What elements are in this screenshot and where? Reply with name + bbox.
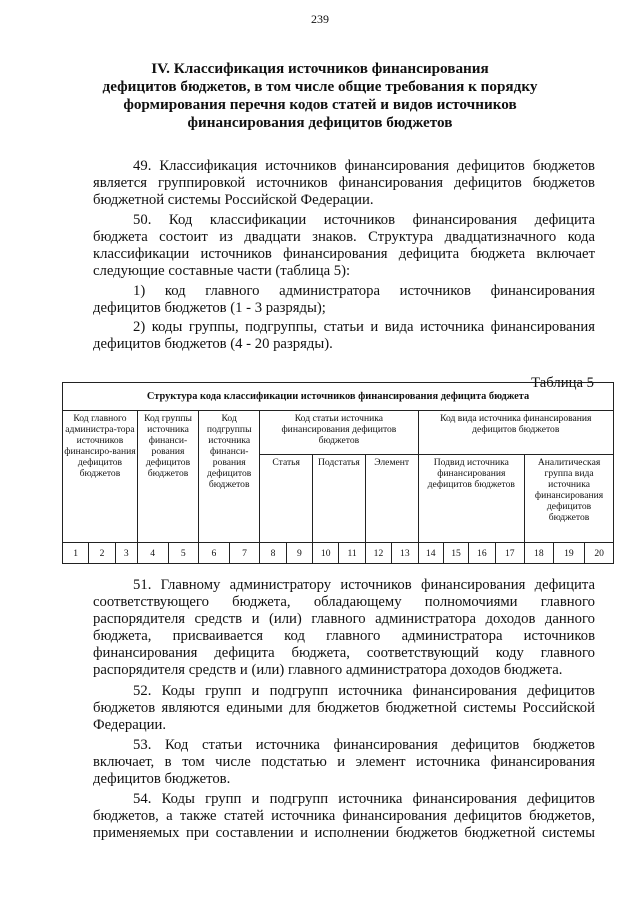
paragraph-49 <box>93 158 595 209</box>
text-line: дефицитов бюджетов (1 - 3 разряды); <box>93 300 326 316</box>
digit-cell: 6 <box>199 543 230 564</box>
header-element: Элемент <box>365 455 418 543</box>
paragraph-53 <box>93 737 595 788</box>
text-line: дефицитов бюджетов (4 - 20 разряды). <box>93 336 333 352</box>
text-line: финансирования дефицита бюджета, соответствующий коду главного <box>93 645 595 661</box>
paragraph-52 <box>93 683 595 734</box>
text-line: распорядителя средств и (или) главного администратора доходов данного <box>93 611 595 627</box>
digit-cell: 7 <box>229 543 260 564</box>
text-line: включает, в том числе подстатью и элемент источника финансирования <box>93 754 595 770</box>
text-line: 53. Код статьи источника финансирования дефицитов бюджетов <box>133 737 595 753</box>
digit-cell: 19 <box>553 543 585 564</box>
text-line: бюджетов, а также статей источника финансирования дефицитов бюджетов, <box>93 808 595 824</box>
digit-cell: 9 <box>286 543 312 564</box>
list-item-1 <box>93 283 595 317</box>
text-line: бюджета состоит из двадцати знаков. Структура двадцатизначного кода <box>93 229 595 245</box>
text-line: 52. Коды групп и подгрупп источника финансирования дефицитов <box>133 683 595 699</box>
heading-line: IV. Классификация источников финансирования <box>151 60 489 77</box>
digit-cell: 16 <box>469 543 495 564</box>
digit-cell: 2 <box>89 543 115 564</box>
digit-cell: 8 <box>260 543 286 564</box>
paragraph-51 <box>93 577 595 679</box>
text-line: дефицитов бюджетов. <box>93 771 231 787</box>
digit-cell: 13 <box>392 543 418 564</box>
digit-row <box>63 543 614 564</box>
digit-cell: 18 <box>525 543 553 564</box>
header-article-code: Код статьи источника финансирования дефицитов бюджетов <box>260 410 418 454</box>
digit-cell: 3 <box>115 543 137 564</box>
digit-cell: 12 <box>365 543 391 564</box>
text-line: 1) код главного администратора источников финансирования <box>133 283 595 299</box>
text-line: применяемых при составлении и исполнении бюджетов бюджетной системы <box>93 825 595 841</box>
heading-line: формирования перечня кодов статей и видов источников <box>123 96 517 113</box>
header-subtype: Подвид источника финансирования дефицитов бюджетов <box>418 455 525 543</box>
text-line: 50. Код классификации источников финансирования дефицита <box>133 212 595 228</box>
text-line: следующие составные части (таблица 5): <box>93 263 351 279</box>
header-article: Статья <box>260 455 313 543</box>
text-line: бюджетов являются едиными для бюджетов бюджетной системы Российской <box>93 700 595 716</box>
header-subgroup-code: Код подгруппы источника финанси-рования дефицитов бюджетов <box>199 410 260 542</box>
text-line: классификации источников финансирования дефицита бюджета включает <box>93 246 595 262</box>
header-group-code: Код группы источника финанси-рования дефицитов бюджетов <box>137 410 198 542</box>
text-line: 51. Главному администратору источников финансирования дефицита <box>133 577 595 593</box>
heading-line: финансирования дефицитов бюджетов <box>187 114 453 131</box>
text-line: бюджетной системы Российской Федерации. <box>93 192 374 208</box>
digit-cell: 11 <box>339 543 365 564</box>
text-line: 49. Классификация источников финансирования дефицитов бюджетов <box>133 158 595 174</box>
text-line: является группировкой источников финансирования дефицитов бюджетов <box>93 175 595 191</box>
table-title: Структура кода классификации источников финансирования дефицита бюджета <box>63 383 614 411</box>
text-line: 2) коды группы, подгруппы, статьи и вида источника финансирования <box>133 319 595 335</box>
page-number: 239 <box>311 12 329 26</box>
text-line: Федерации. <box>93 717 167 733</box>
header-analytic-group: Аналитическая группа вида источника финансирования дефицитов бюджетов <box>525 455 614 543</box>
section-heading <box>70 60 570 132</box>
text-line: распорядителя средств и (или) главного администратора доходов бюджета. <box>93 662 563 678</box>
heading-line: дефицитов бюджетов, в том числе общие требования к порядку <box>102 78 538 95</box>
text-line: бюджета, присваивается код главного администратора источников <box>93 628 595 644</box>
digit-cell: 14 <box>418 543 443 564</box>
table-caption: Таблица 5 <box>531 375 594 391</box>
digit-cell: 1 <box>63 543 89 564</box>
header-subarticle: Подстатья <box>313 455 366 543</box>
text-line: соответствующего бюджета, обладающему полномочиями главного <box>93 594 595 610</box>
header-admin-code: Код главного администра-тора источников финансиро-вания дефицитов бюджетов <box>63 410 138 542</box>
digit-cell: 10 <box>313 543 339 564</box>
digit-cell: 17 <box>495 543 525 564</box>
digit-cell: 5 <box>168 543 199 564</box>
list-item-2 <box>93 319 595 353</box>
header-type-code: Код вида источника финансирования дефицитов бюджетов <box>418 410 613 454</box>
paragraph-54 <box>93 791 595 842</box>
paragraph-50 <box>93 212 595 280</box>
code-structure-table <box>62 382 614 564</box>
digit-cell: 20 <box>585 543 614 564</box>
digit-cell: 15 <box>443 543 468 564</box>
digit-cell: 4 <box>137 543 168 564</box>
text-line: 54. Коды групп и подгрупп источника финансирования дефицитов <box>133 791 595 807</box>
